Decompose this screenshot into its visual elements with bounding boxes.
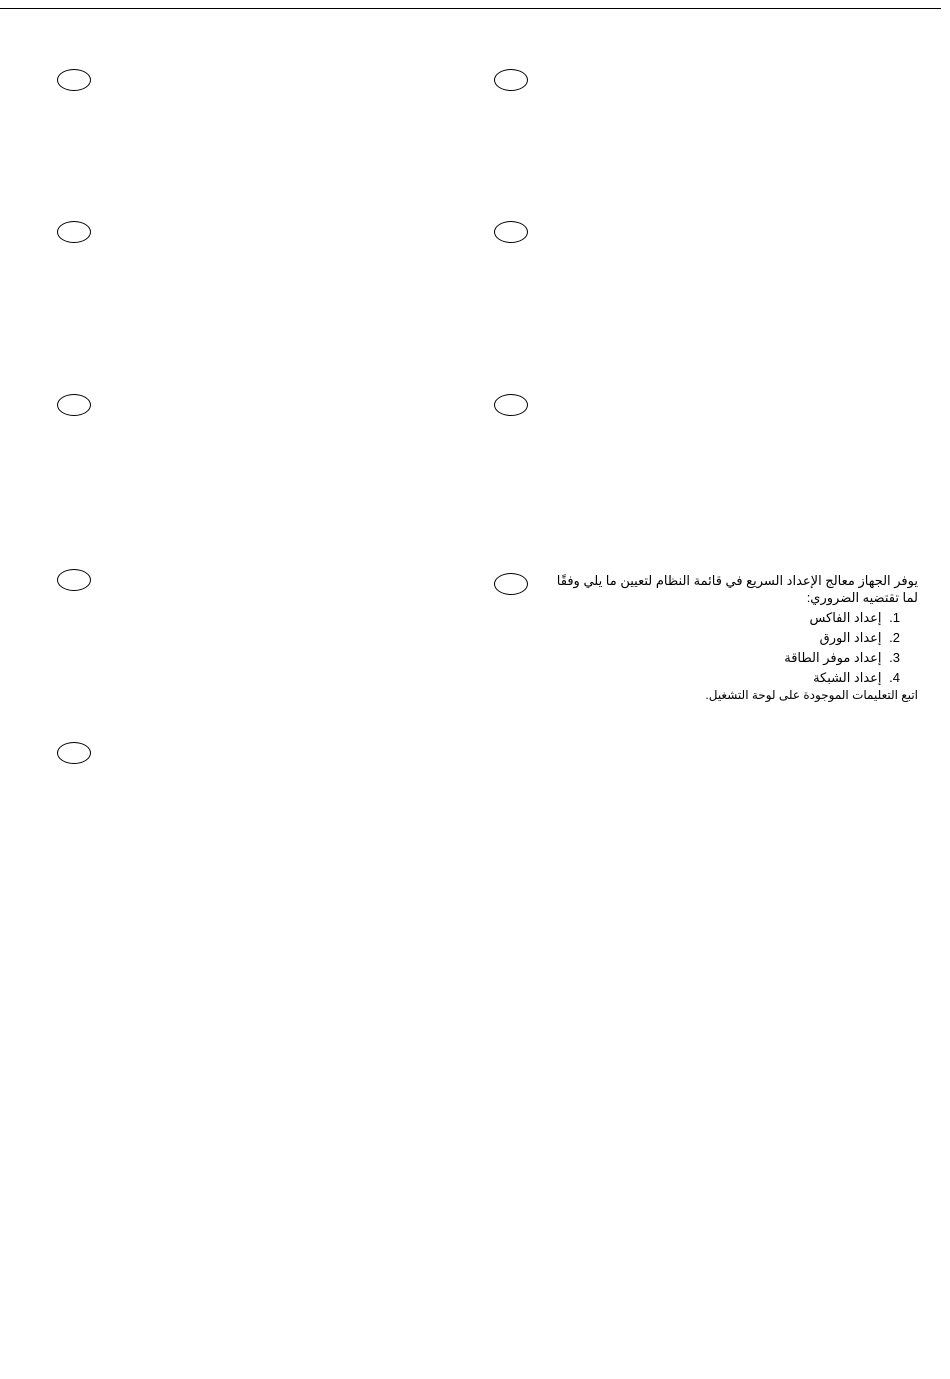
step-number: 2. — [889, 630, 900, 645]
top-rule — [0, 8, 941, 9]
callout-oval-left-2 — [57, 221, 91, 243]
callout-oval-right-1 — [494, 69, 528, 91]
step-number: 1. — [889, 610, 900, 625]
callout-oval-right-4 — [494, 573, 528, 595]
step-number: 4. — [889, 670, 900, 685]
callout-oval-right-3 — [494, 394, 528, 416]
setup-step-item — [538, 648, 900, 668]
callout-oval-left-1 — [57, 69, 91, 91]
setup-step-item — [538, 608, 900, 628]
callout-oval-left-3 — [57, 394, 91, 416]
setup-step-item — [538, 628, 900, 648]
instructions-note: اتبع التعليمات الموجودة على لوحة التشغيل. — [705, 688, 918, 702]
step-label: إعداد الفاكس — [809, 610, 882, 625]
callout-oval-left-4 — [57, 569, 91, 591]
quick-setup-text-block — [538, 572, 918, 703]
callout-oval-right-2 — [494, 221, 528, 243]
setup-step-item — [538, 668, 900, 688]
step-number: 3. — [889, 650, 900, 665]
step-label: إعداد الشبكة — [813, 670, 882, 685]
step-label: إعداد الورق — [819, 630, 882, 645]
intro-paragraph: يوفر الجهاز معالج الإعداد السريع في قائمة النظام لتعيين ما يلي وفقًا لما تقتضيه الضروري: — [556, 573, 918, 605]
setup-steps-list — [538, 608, 918, 688]
callout-oval-left-5 — [57, 742, 91, 764]
step-label: إعداد موفر الطاقة — [784, 650, 882, 665]
